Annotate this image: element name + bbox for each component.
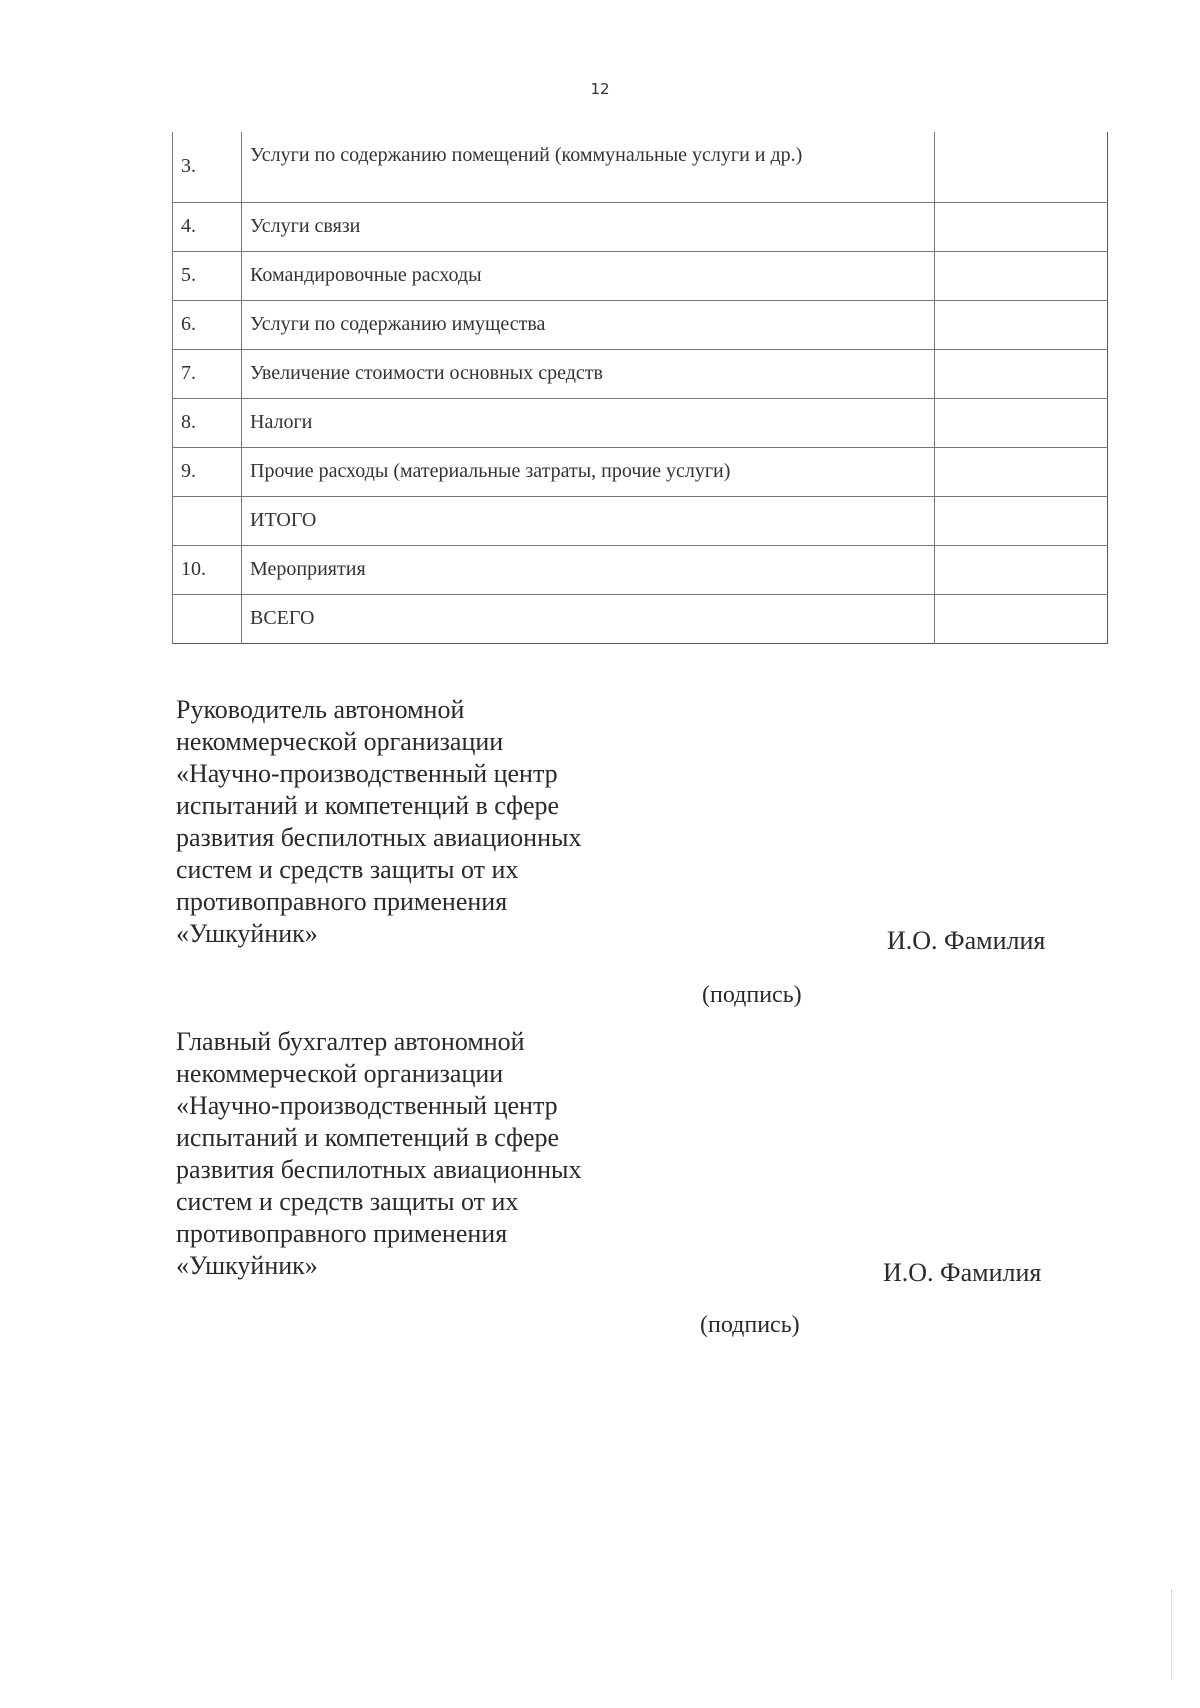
- position-line: «Научно-производственный центр: [176, 759, 558, 788]
- expense-item: Услуги связи: [242, 202, 935, 251]
- position-line: некоммерческой организации: [176, 727, 504, 756]
- row-number: 5.: [173, 251, 242, 300]
- expense-amount: [935, 251, 1108, 300]
- row-number: 7.: [173, 349, 242, 398]
- scan-margin-mark: [1171, 1590, 1173, 1680]
- table-row: [173, 447, 1108, 496]
- position-line: испытаний и компетенций в сфере: [176, 791, 560, 820]
- expense-item: Налоги: [242, 398, 935, 447]
- position-line: противоправного применения: [176, 1219, 508, 1248]
- expense-table: [172, 132, 1108, 644]
- accountant-position: [176, 1026, 646, 1282]
- position-line: развития беспилотных авиационных: [176, 1155, 582, 1184]
- position-line: испытаний и компетенций в сфере: [176, 1123, 560, 1152]
- position-line: Руководитель автономной: [176, 695, 465, 724]
- row-number: [173, 594, 242, 643]
- table-row: [173, 300, 1108, 349]
- expense-item: Командировочные расходы: [242, 251, 935, 300]
- position-line: некоммерческой организации: [176, 1059, 504, 1088]
- director-name: И.О. Фамилия: [887, 926, 1046, 955]
- row-number: 6.: [173, 300, 242, 349]
- director-position: [176, 694, 646, 950]
- row-number: 4.: [173, 202, 242, 251]
- position-line: противоправного применения: [176, 887, 508, 916]
- expense-amount: [935, 398, 1108, 447]
- grand-total-label: ВСЕГО: [242, 594, 935, 643]
- table-row: [173, 496, 1108, 545]
- position-line: систем и средств защиты от их: [176, 855, 519, 884]
- table-row: [173, 398, 1108, 447]
- expense-item: Увеличение стоимости основных средств: [242, 349, 935, 398]
- table-row: [173, 594, 1108, 643]
- position-line: «Ушкуйник»: [176, 919, 318, 948]
- expense-amount: [935, 594, 1108, 643]
- table-row: [173, 202, 1108, 251]
- expense-amount: [935, 202, 1108, 251]
- table-row: [173, 545, 1108, 594]
- signature-caption: (подпись): [702, 982, 802, 1008]
- position-line: «Научно-производственный центр: [176, 1091, 558, 1120]
- accountant-name: И.О. Фамилия: [883, 1258, 1042, 1287]
- expense-item: Услуги по содержанию помещений (коммунальные услуги и др.): [242, 132, 935, 202]
- expense-amount: [935, 496, 1108, 545]
- expense-amount: [935, 545, 1108, 594]
- expense-item: Мероприятия: [242, 545, 935, 594]
- position-line: Главный бухгалтер автономной: [176, 1027, 525, 1056]
- table-row: [173, 132, 1108, 202]
- table-row: [173, 349, 1108, 398]
- expense-item: Прочие расходы (материальные затраты, прочие услуги): [242, 447, 935, 496]
- position-line: систем и средств защиты от их: [176, 1187, 519, 1216]
- position-line: «Ушкуйник»: [176, 1251, 318, 1280]
- row-number: 3.: [173, 132, 242, 202]
- row-number: 8.: [173, 398, 242, 447]
- expense-amount: [935, 447, 1108, 496]
- row-number: [173, 496, 242, 545]
- signature-caption: (подпись): [700, 1312, 800, 1338]
- expense-amount: [935, 300, 1108, 349]
- page-number: 12: [590, 80, 610, 98]
- expense-item: Услуги по содержанию имущества: [242, 300, 935, 349]
- expense-amount: [935, 132, 1108, 202]
- expense-amount: [935, 349, 1108, 398]
- position-line: развития беспилотных авиационных: [176, 823, 582, 852]
- table-row: [173, 251, 1108, 300]
- total-label: ИТОГО: [242, 496, 935, 545]
- row-number: 10.: [173, 545, 242, 594]
- row-number: 9.: [173, 447, 242, 496]
